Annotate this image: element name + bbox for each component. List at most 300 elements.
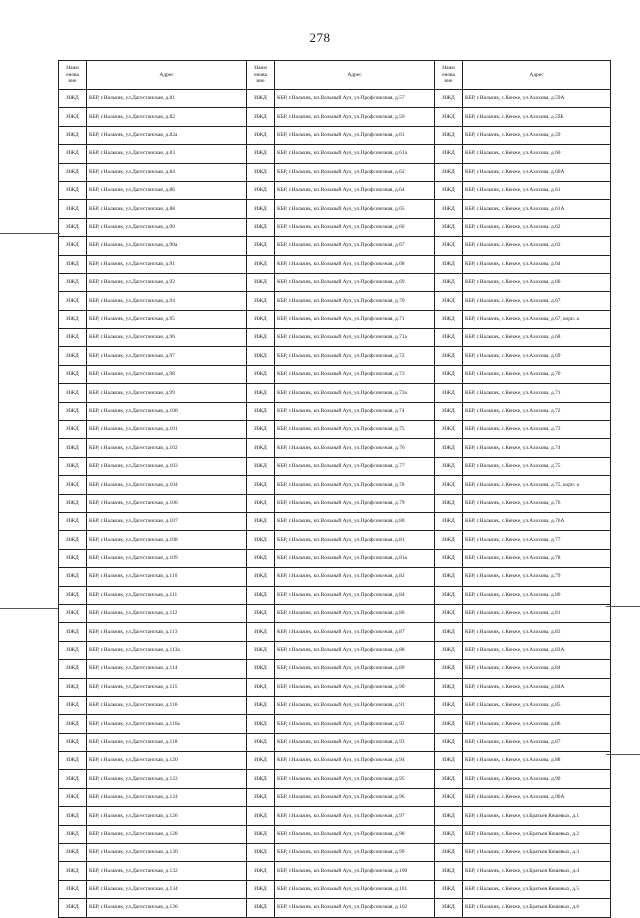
object-type-cell: ИЖД xyxy=(435,439,463,457)
scan-artifact-line xyxy=(606,754,640,755)
address-cell: КБР, г.Нальчик, кп.Вольный Аул, ул.Профсоюзная, д.61 xyxy=(275,126,435,144)
object-type-cell: ИЖД xyxy=(247,715,275,733)
address-cell: КБР, г.Нальчик, ул.Дагестанская, д.91 xyxy=(87,255,247,273)
address-cell: КБР, г.Нальчик, ул.Дагестанская, д.104 xyxy=(87,476,247,494)
object-type-cell: ИЖД xyxy=(435,200,463,218)
object-type-cell: ИЖД xyxy=(59,825,87,843)
object-type-cell: ИЖД xyxy=(247,623,275,641)
address-cell: КБР, г.Нальчик, с.Кенже, ул.Ахохова, д.61 xyxy=(463,181,611,199)
header-type-2: Наим енова ние xyxy=(247,61,275,90)
table-row xyxy=(59,696,611,714)
address-cell: КБР, г.Нальчик, ул.Дагестанская, д.82а xyxy=(87,126,247,144)
table-row xyxy=(59,862,611,880)
address-cell: КБР, г.Нальчик, ул.Дагестанская, д.128 xyxy=(87,825,247,843)
address-cell: КБР, г.Нальчик, с.Кенже, ул.Ахохова, д.84А xyxy=(463,678,611,696)
object-type-cell: ИЖД xyxy=(59,733,87,751)
object-type-cell: ИЖД xyxy=(435,347,463,365)
object-type-cell: ИЖД xyxy=(247,678,275,696)
table-row xyxy=(59,641,611,659)
object-type-cell: ИЖД xyxy=(59,90,87,108)
address-cell: КБР, г.Нальчик, кп.Вольный Аул, ул.Профсоюзная, д.96 xyxy=(275,788,435,806)
object-type-cell: ИЖД xyxy=(59,439,87,457)
object-type-cell: ИЖД xyxy=(59,108,87,126)
object-type-cell: ИЖД xyxy=(435,181,463,199)
address-cell: КБР, г.Нальчик, с.Кенже, ул.Ахохова, д.67 xyxy=(463,292,611,310)
object-type-cell: ИЖД xyxy=(59,218,87,236)
object-type-cell: ИЖД xyxy=(435,310,463,328)
table-row xyxy=(59,421,611,439)
address-cell: КБР, г.Нальчик, кп.Вольный Аул, ул.Профсоюзная, д.76 xyxy=(275,439,435,457)
object-type-cell: ИЖД xyxy=(59,273,87,291)
object-type-cell: ИЖД xyxy=(59,494,87,512)
object-type-cell: ИЖД xyxy=(59,696,87,714)
table-row xyxy=(59,660,611,678)
address-cell: КБР, г.Нальчик, кп.Вольный Аул, ул.Профсоюзная, д.79 xyxy=(275,494,435,512)
scan-artifact-line xyxy=(0,233,60,234)
table-row xyxy=(59,678,611,696)
object-type-cell: ИЖД xyxy=(435,494,463,512)
scan-artifact-line xyxy=(0,608,58,609)
object-type-cell: ИЖД xyxy=(435,586,463,604)
table-row xyxy=(59,200,611,218)
address-cell: КБР, г.Нальчик, ул.Дагестанская, д.99 xyxy=(87,384,247,402)
address-cell: КБР, г.Нальчик, с.Кенже, ул.Ахохова, д.73 xyxy=(463,421,611,439)
object-type-cell: ИЖД xyxy=(435,476,463,494)
address-cell: КБР, г.Нальчик, кп.Вольный Аул, ул.Профсоюзная, д.90 xyxy=(275,678,435,696)
object-type-cell: ИЖД xyxy=(59,660,87,678)
object-type-cell: ИЖД xyxy=(247,604,275,622)
address-cell: КБР, г.Нальчик, с.Кенже, ул.Ахохова, д.76А xyxy=(463,512,611,530)
object-type-cell: ИЖД xyxy=(59,770,87,788)
address-cell: КБР, г.Нальчик, кп.Вольный Аул, ул.Профсоюзная, д.88 xyxy=(275,641,435,659)
address-cell: КБР, г.Нальчик, с.Кенже, ул.Ахохова, д.59 xyxy=(463,126,611,144)
object-type-cell: ИЖД xyxy=(247,844,275,862)
address-cell: КБР, г.Нальчик, ул.Дагестанская, д.132 xyxy=(87,862,247,880)
object-type-cell: ИЖД xyxy=(435,568,463,586)
table-row xyxy=(59,880,611,898)
address-cell: КБР, г.Нальчик, ул.Дагестанская, д.118 xyxy=(87,733,247,751)
table-row xyxy=(59,604,611,622)
table-row xyxy=(59,531,611,549)
object-type-cell: ИЖД xyxy=(247,145,275,163)
address-cell: КБР, г.Нальчик, ул.Дагестанская, д.130 xyxy=(87,844,247,862)
address-cell: КБР, г.Нальчик, кп.Вольный Аул, ул.Профсоюзная, д.97 xyxy=(275,807,435,825)
table-row xyxy=(59,899,611,917)
address-cell: КБР, г.Нальчик, кп.Вольный Аул, ул.Профсоюзная, д.86 xyxy=(275,604,435,622)
object-type-cell: ИЖД xyxy=(247,347,275,365)
object-type-cell: ИЖД xyxy=(247,512,275,530)
address-cell: КБР, г.Нальчик, ул.Дагестанская, д.86 xyxy=(87,181,247,199)
address-cell: КБР, г.Нальчик, кп.Вольный Аул, ул.Профсоюзная, д.61а xyxy=(275,145,435,163)
object-type-cell: ИЖД xyxy=(435,108,463,126)
table-row xyxy=(59,273,611,291)
address-cell: КБР, г.Нальчик, кп.Вольный Аул, ул.Профсоюзная, д.87 xyxy=(275,623,435,641)
address-cell: КБР, г.Нальчик, с.Кенже, ул.Ахохова, д.72 xyxy=(463,402,611,420)
object-type-cell: ИЖД xyxy=(435,421,463,439)
address-cell: КБР, г.Нальчик, с.Кенже, ул.Ахохова, д.66 xyxy=(463,273,611,291)
object-type-cell: ИЖД xyxy=(59,163,87,181)
object-type-cell: ИЖД xyxy=(247,880,275,898)
address-registry-table xyxy=(58,60,611,918)
header-row xyxy=(59,61,611,90)
object-type-cell: ИЖД xyxy=(59,145,87,163)
object-type-cell: ИЖД xyxy=(59,365,87,383)
object-type-cell: ИЖД xyxy=(435,641,463,659)
address-cell: КБР, г.Нальчик, ул.Дагестанская, д.120 xyxy=(87,752,247,770)
address-cell: КБР, г.Нальчик, кп.Вольный Аул, ул.Профсоюзная, д.81 xyxy=(275,531,435,549)
object-type-cell: ИЖД xyxy=(247,549,275,567)
table-row xyxy=(59,825,611,843)
object-type-cell: ИЖД xyxy=(435,365,463,383)
address-cell: КБР, г.Нальчик, ул.Дагестанская, д.116 xyxy=(87,696,247,714)
address-cell: КБР, г.Нальчик, с.Кенже, ул.Братьев Кешевых, д.4 xyxy=(463,862,611,880)
address-cell: КБР, г.Нальчик, с.Кенже, ул.Ахохова, д.78 xyxy=(463,549,611,567)
object-type-cell: ИЖД xyxy=(59,255,87,273)
address-cell: КБР, г.Нальчик, с.Кенже, ул.Ахохова, д.67, корп. а xyxy=(463,310,611,328)
address-cell: КБР, г.Нальчик, с.Кенже, ул.Ахохова, д.74 xyxy=(463,439,611,457)
object-type-cell: ИЖД xyxy=(59,237,87,255)
object-type-cell: ИЖД xyxy=(435,862,463,880)
object-type-cell: ИЖД xyxy=(435,770,463,788)
address-cell: КБР, г.Нальчик, ул.Дагестанская, д.98 xyxy=(87,365,247,383)
object-type-cell: ИЖД xyxy=(435,329,463,347)
address-cell: КБР, г.Нальчик, ул.Дагестанская, д.102 xyxy=(87,439,247,457)
table-row xyxy=(59,329,611,347)
object-type-cell: ИЖД xyxy=(435,678,463,696)
address-cell: КБР, г.Нальчик, ул.Дагестанская, д.90а xyxy=(87,237,247,255)
address-cell: КБР, г.Нальчик, с.Кенже, ул.Братьев Кешевых, д.5 xyxy=(463,880,611,898)
address-cell: КБР, г.Нальчик, с.Кенже, ул.Ахохова, д.84 xyxy=(463,660,611,678)
object-type-cell: ИЖД xyxy=(59,200,87,218)
object-type-cell: ИЖД xyxy=(435,788,463,806)
address-cell: КБР, г.Нальчик, кп.Вольный Аул, ул.Профсоюзная, д.101 xyxy=(275,880,435,898)
object-type-cell: ИЖД xyxy=(435,880,463,898)
object-type-cell: ИЖД xyxy=(435,255,463,273)
address-cell: КБР, г.Нальчик, кп.Вольный Аул, ул.Профсоюзная, д.78 xyxy=(275,476,435,494)
address-cell: КБР, г.Нальчик, кп.Вольный Аул, ул.Профсоюзная, д.99 xyxy=(275,844,435,862)
address-cell: КБР, г.Нальчик, с.Кенже, ул.Ахохова, д.64 xyxy=(463,255,611,273)
address-cell: КБР, г.Нальчик, ул.Дагестанская, д.106 xyxy=(87,494,247,512)
object-type-cell: ИЖД xyxy=(59,126,87,144)
object-type-cell: ИЖД xyxy=(59,457,87,475)
object-type-cell: ИЖД xyxy=(247,660,275,678)
object-type-cell: ИЖД xyxy=(247,439,275,457)
address-cell: КБР, г.Нальчик, с.Кенже, ул.Ахохова, д.87 xyxy=(463,733,611,751)
table-row xyxy=(59,292,611,310)
address-cell: КБР, г.Нальчик, с.Кенже, ул.Ахохова, д.88 xyxy=(463,752,611,770)
address-cell: КБР, г.Нальчик, кп.Вольный Аул, ул.Профсоюзная, д.81а xyxy=(275,549,435,567)
address-cell: КБР, г.Нальчик, с.Кенже, ул.Ахохова, д.60 xyxy=(463,145,611,163)
object-type-cell: ИЖД xyxy=(247,365,275,383)
object-type-cell: ИЖД xyxy=(247,200,275,218)
table-row xyxy=(59,457,611,475)
address-cell: КБР, г.Нальчик, кп.Вольный Аул, ул.Профсоюзная, д.82 xyxy=(275,568,435,586)
address-cell: КБР, г.Нальчик, ул.Дагестанская, д.103 xyxy=(87,457,247,475)
object-type-cell: ИЖД xyxy=(435,402,463,420)
address-cell: КБР, г.Нальчик, кп.Вольный Аул, ул.Профсоюзная, д.98 xyxy=(275,825,435,843)
object-type-cell: ИЖД xyxy=(59,181,87,199)
object-type-cell: ИЖД xyxy=(435,457,463,475)
table-row xyxy=(59,310,611,328)
address-cell: КБР, г.Нальчик, с.Кенже, ул.Ахохова, д.77 xyxy=(463,531,611,549)
address-cell: КБР, г.Нальчик, с.Кенже, ул.Ахохова, д.81 xyxy=(463,604,611,622)
address-cell: КБР, г.Нальчик, ул.Дагестанская, д.88 xyxy=(87,200,247,218)
address-cell: КБР, г.Нальчик, с.Кенже, ул.Ахохова, д.80 xyxy=(463,586,611,604)
address-cell: КБР, г.Нальчик, кп.Вольный Аул, ул.Профсоюзная, д.67 xyxy=(275,237,435,255)
page-number: 278 xyxy=(309,30,331,45)
object-type-cell: ИЖД xyxy=(247,108,275,126)
address-cell: КБР, г.Нальчик, с.Кенже, ул.Ахохова, д.76 xyxy=(463,494,611,512)
object-type-cell: ИЖД xyxy=(59,807,87,825)
scan-artifact-line xyxy=(606,606,640,607)
address-cell: КБР, г.Нальчик, ул.Дагестанская, д.111 xyxy=(87,586,247,604)
table-row xyxy=(59,108,611,126)
object-type-cell: ИЖД xyxy=(59,899,87,917)
address-cell: КБР, г.Нальчик, ул.Дагестанская, д.113а xyxy=(87,641,247,659)
object-type-cell: ИЖД xyxy=(435,512,463,530)
object-type-cell: ИЖД xyxy=(247,696,275,714)
address-cell: КБР, г.Нальчик, ул.Дагестанская, д.101 xyxy=(87,421,247,439)
table-body xyxy=(59,90,611,918)
address-cell: КБР, г.Нальчик, ул.Дагестанская, д.134 xyxy=(87,880,247,898)
address-cell: КБР, г.Нальчик, с.Кенже, ул.Ахохова, д.70 xyxy=(463,365,611,383)
object-type-cell: ИЖД xyxy=(247,292,275,310)
object-type-cell: ИЖД xyxy=(435,90,463,108)
object-type-cell: ИЖД xyxy=(247,568,275,586)
table-row xyxy=(59,586,611,604)
address-cell: КБР, г.Нальчик, с.Кенже, ул.Ахохова, д.59Б xyxy=(463,108,611,126)
object-type-cell: ИЖД xyxy=(435,715,463,733)
address-cell: КБР, г.Нальчик, кп.Вольный Аул, ул.Профсоюзная, д.80 xyxy=(275,512,435,530)
object-type-cell: ИЖД xyxy=(59,476,87,494)
address-cell: КБР, г.Нальчик, кп.Вольный Аул, ул.Профсоюзная, д.70 xyxy=(275,292,435,310)
address-cell: КБР, г.Нальчик, кп.Вольный Аул, ул.Профсоюзная, д.68 xyxy=(275,255,435,273)
object-type-cell: ИЖД xyxy=(247,90,275,108)
object-type-cell: ИЖД xyxy=(435,660,463,678)
object-type-cell: ИЖД xyxy=(59,623,87,641)
address-cell: КБР, г.Нальчик, ул.Дагестанская, д.114 xyxy=(87,660,247,678)
address-cell: КБР, г.Нальчик, кп.Вольный Аул, ул.Профсоюзная, д.91 xyxy=(275,696,435,714)
object-type-cell: ИЖД xyxy=(435,292,463,310)
object-type-cell: ИЖД xyxy=(59,678,87,696)
object-type-cell: ИЖД xyxy=(435,696,463,714)
table-row xyxy=(59,623,611,641)
object-type-cell: ИЖД xyxy=(59,549,87,567)
address-cell: КБР, г.Нальчик, кп.Вольный Аул, ул.Профсоюзная, д.74 xyxy=(275,402,435,420)
address-cell: КБР, г.Нальчик, кп.Вольный Аул, ул.Профсоюзная, д.66 xyxy=(275,218,435,236)
address-cell: КБР, г.Нальчик, ул.Дагестанская, д.96 xyxy=(87,329,247,347)
object-type-cell: ИЖД xyxy=(435,163,463,181)
object-type-cell: ИЖД xyxy=(59,384,87,402)
table-row xyxy=(59,752,611,770)
table-row xyxy=(59,218,611,236)
address-cell: КБР, г.Нальчик, кп.Вольный Аул, ул.Профсоюзная, д.71 xyxy=(275,310,435,328)
table-header xyxy=(59,61,611,90)
object-type-cell: ИЖД xyxy=(435,733,463,751)
object-type-cell: ИЖД xyxy=(59,292,87,310)
object-type-cell: ИЖД xyxy=(247,457,275,475)
object-type-cell: ИЖД xyxy=(435,825,463,843)
object-type-cell: ИЖД xyxy=(59,310,87,328)
object-type-cell: ИЖД xyxy=(435,531,463,549)
address-cell: КБР, г.Нальчик, ул.Дагестанская, д.83 xyxy=(87,145,247,163)
address-cell: КБР, г.Нальчик, с.Кенже, ул.Ахохова, д.75, корп. а xyxy=(463,476,611,494)
object-type-cell: ИЖД xyxy=(247,181,275,199)
table-row xyxy=(59,365,611,383)
address-cell: КБР, г.Нальчик, кп.Вольный Аул, ул.Профсоюзная, д.62 xyxy=(275,163,435,181)
object-type-cell: ИЖД xyxy=(59,421,87,439)
address-cell: КБР, г.Нальчик, с.Кенже, ул.Братьев Кешевых, д.1 xyxy=(463,807,611,825)
address-cell: КБР, г.Нальчик, кп.Вольный Аул, ул.Профсоюзная, д.64 xyxy=(275,181,435,199)
address-cell: КБР, г.Нальчик, с.Кенже, ул.Братьев Кешевых, д.3 xyxy=(463,844,611,862)
object-type-cell: ИЖД xyxy=(59,715,87,733)
object-type-cell: ИЖД xyxy=(59,347,87,365)
address-cell: КБР, г.Нальчик, кп.Вольный Аул, ул.Профсоюзная, д.71а xyxy=(275,329,435,347)
object-type-cell: ИЖД xyxy=(247,218,275,236)
address-cell: КБР, г.Нальчик, ул.Дагестанская, д.84 xyxy=(87,163,247,181)
address-cell: КБР, г.Нальчик, ул.Дагестанская, д.112 xyxy=(87,604,247,622)
table-row xyxy=(59,733,611,751)
address-cell: КБР, г.Нальчик, кп.Вольный Аул, ул.Профсоюзная, д.95 xyxy=(275,770,435,788)
address-cell: КБР, г.Нальчик, кп.Вольный Аул, ул.Профсоюзная, д.93 xyxy=(275,733,435,751)
table-row xyxy=(59,549,611,567)
table-row xyxy=(59,181,611,199)
object-type-cell: ИЖД xyxy=(59,752,87,770)
table-row xyxy=(59,237,611,255)
table-row xyxy=(59,512,611,530)
address-cell: КБР, г.Нальчик, с.Кенже, ул.Ахохова, д.79 xyxy=(463,568,611,586)
object-type-cell: ИЖД xyxy=(247,807,275,825)
object-type-cell: ИЖД xyxy=(247,237,275,255)
address-cell: КБР, г.Нальчик, кп.Вольный Аул, ул.Профсоюзная, д.84 xyxy=(275,586,435,604)
object-type-cell: ИЖД xyxy=(247,421,275,439)
address-cell: КБР, г.Нальчик, ул.Дагестанская, д.108 xyxy=(87,531,247,549)
address-cell: КБР, г.Нальчик, с.Кенже, ул.Ахохова, д.90 xyxy=(463,770,611,788)
address-cell: КБР, г.Нальчик, с.Кенже, ул.Ахохова, д.63 xyxy=(463,237,611,255)
object-type-cell: ИЖД xyxy=(247,273,275,291)
object-type-cell: ИЖД xyxy=(247,825,275,843)
address-cell: КБР, г.Нальчик, с.Кенже, ул.Ахохова, д.83 xyxy=(463,623,611,641)
object-type-cell: ИЖД xyxy=(59,788,87,806)
address-cell: КБР, г.Нальчик, кп.Вольный Аул, ул.Профсоюзная, д.77 xyxy=(275,457,435,475)
object-type-cell: ИЖД xyxy=(435,899,463,917)
address-cell: КБР, г.Нальчик, кп.Вольный Аул, ул.Профсоюзная, д.94 xyxy=(275,752,435,770)
object-type-cell: ИЖД xyxy=(247,329,275,347)
table-row xyxy=(59,347,611,365)
object-type-cell: ИЖД xyxy=(435,237,463,255)
table-row xyxy=(59,770,611,788)
header-address-2: Адрес xyxy=(275,61,435,90)
table-row xyxy=(59,402,611,420)
object-type-cell: ИЖД xyxy=(435,126,463,144)
address-cell: КБР, г.Нальчик, с.Кенже, ул.Ахохова, д.61А xyxy=(463,200,611,218)
object-type-cell: ИЖД xyxy=(247,531,275,549)
table-row xyxy=(59,439,611,457)
object-type-cell: ИЖД xyxy=(59,586,87,604)
address-cell: КБР, г.Нальчик, с.Кенже, ул.Ахохова, д.75 xyxy=(463,457,611,475)
address-cell: КБР, г.Нальчик, с.Кенже, ул.Ахохова, д.62 xyxy=(463,218,611,236)
address-cell: КБР, г.Нальчик, кп.Вольный Аул, ул.Профсоюзная, д.89 xyxy=(275,660,435,678)
address-cell: КБР, г.Нальчик, ул.Дагестанская, д.81 xyxy=(87,90,247,108)
object-type-cell: ИЖД xyxy=(247,494,275,512)
address-cell: КБР, г.Нальчик, с.Кенже, ул.Ахохова, д.60А xyxy=(463,163,611,181)
address-cell: КБР, г.Нальчик, кп.Вольный Аул, ул.Профсоюзная, д.73а xyxy=(275,384,435,402)
address-cell: КБР, г.Нальчик, кп.Вольный Аул, ул.Профсоюзная, д.75 xyxy=(275,421,435,439)
address-cell: КБР, г.Нальчик, ул.Дагестанская, д.115 xyxy=(87,678,247,696)
object-type-cell: ИЖД xyxy=(247,163,275,181)
address-cell: КБР, г.Нальчик, с.Кенже, ул.Ахохова, д.85 xyxy=(463,696,611,714)
object-type-cell: ИЖД xyxy=(247,862,275,880)
address-cell: КБР, г.Нальчик, ул.Дагестанская, д.94 xyxy=(87,292,247,310)
address-cell: КБР, г.Нальчик, с.Кенже, ул.Ахохова, д.69 xyxy=(463,347,611,365)
object-type-cell: ИЖД xyxy=(435,384,463,402)
table-row xyxy=(59,145,611,163)
object-type-cell: ИЖД xyxy=(435,273,463,291)
table-row xyxy=(59,844,611,862)
object-type-cell: ИЖД xyxy=(59,862,87,880)
address-cell: КБР, г.Нальчик, ул.Дагестанская, д.97 xyxy=(87,347,247,365)
address-cell: КБР, г.Нальчик, с.Кенже, ул.Братьев Кешевых, д.2 xyxy=(463,825,611,843)
address-cell: КБР, г.Нальчик, ул.Дагестанская, д.90 xyxy=(87,218,247,236)
table-row xyxy=(59,384,611,402)
header-address-1: Адрес xyxy=(87,61,247,90)
object-type-cell: ИЖД xyxy=(59,844,87,862)
address-cell: КБР, г.Нальчик, ул.Дагестанская, д.82 xyxy=(87,108,247,126)
address-cell: КБР, г.Нальчик, ул.Дагестанская, д.92 xyxy=(87,273,247,291)
object-type-cell: ИЖД xyxy=(435,807,463,825)
object-type-cell: ИЖД xyxy=(59,604,87,622)
address-cell: КБР, г.Нальчик, кп.Вольный Аул, ул.Профсоюзная, д.69 xyxy=(275,273,435,291)
address-cell: КБР, г.Нальчик, кп.Вольный Аул, ул.Профсоюзная, д.73 xyxy=(275,365,435,383)
object-type-cell: ИЖД xyxy=(247,310,275,328)
address-cell: КБР, г.Нальчик, ул.Дагестанская, д.136 xyxy=(87,899,247,917)
object-type-cell: ИЖД xyxy=(59,402,87,420)
address-cell: КБР, г.Нальчик, с.Кенже, ул.Ахохова, д.68 xyxy=(463,329,611,347)
address-cell: КБР, г.Нальчик, ул.Дагестанская, д.100 xyxy=(87,402,247,420)
object-type-cell: ИЖД xyxy=(247,476,275,494)
object-type-cell: ИЖД xyxy=(435,623,463,641)
object-type-cell: ИЖД xyxy=(247,733,275,751)
address-cell: КБР, г.Нальчик, с.Кенже, ул.Ахохова, д.86 xyxy=(463,715,611,733)
address-cell: КБР, г.Нальчик, ул.Дагестанская, д.95 xyxy=(87,310,247,328)
table-row xyxy=(59,255,611,273)
address-cell: КБР, г.Нальчик, кп.Вольный Аул, ул.Профсоюзная, д.65 xyxy=(275,200,435,218)
object-type-cell: ИЖД xyxy=(59,531,87,549)
address-cell: КБР, г.Нальчик, ул.Дагестанская, д.122 xyxy=(87,770,247,788)
object-type-cell: ИЖД xyxy=(247,788,275,806)
address-cell: КБР, г.Нальчик, с.Кенже, ул.Ахохова, д.71 xyxy=(463,384,611,402)
object-type-cell: ИЖД xyxy=(435,145,463,163)
address-cell: КБР, г.Нальчик, ул.Дагестанская, д.126 xyxy=(87,807,247,825)
object-type-cell: ИЖД xyxy=(247,255,275,273)
object-type-cell: ИЖД xyxy=(435,752,463,770)
address-cell: КБР, г.Нальчик, ул.Дагестанская, д.113 xyxy=(87,623,247,641)
address-cell: КБР, г.Нальчик, кп.Вольный Аул, ул.Профсоюзная, д.102 xyxy=(275,899,435,917)
object-type-cell: ИЖД xyxy=(247,770,275,788)
object-type-cell: ИЖД xyxy=(59,568,87,586)
table-row xyxy=(59,568,611,586)
address-cell: КБР, г.Нальчик, кп.Вольный Аул, ул.Профсоюзная, д.59 xyxy=(275,108,435,126)
object-type-cell: ИЖД xyxy=(435,604,463,622)
table-row xyxy=(59,163,611,181)
header-type-1: Наим енова ние xyxy=(59,61,87,90)
address-cell: КБР, г.Нальчик, ул.Дагестанская, д.109 xyxy=(87,549,247,567)
table-row xyxy=(59,715,611,733)
address-cell: КБР, г.Нальчик, с.Кенже, ул.Братьев Кешевых, д.6 xyxy=(463,899,611,917)
table-row xyxy=(59,807,611,825)
address-cell: КБР, г.Нальчик, с.Кенже, ул.Ахохова, д.83А xyxy=(463,641,611,659)
object-type-cell: ИЖД xyxy=(247,384,275,402)
